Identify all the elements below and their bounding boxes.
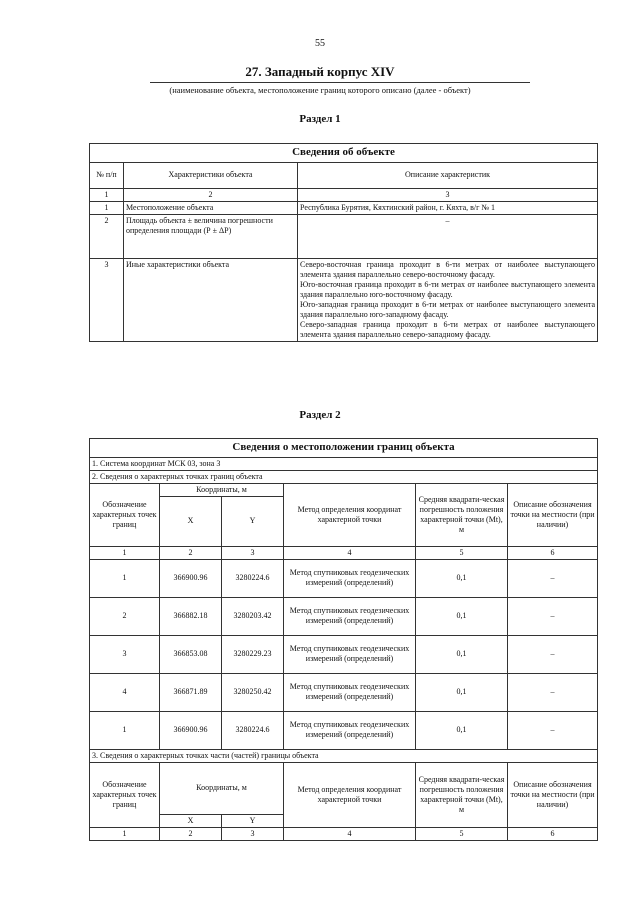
point-description: – <box>508 559 598 597</box>
desc-paragraph: Юго-восточная граница проходит в 6-ти метрах от наиболее выступающего элемента здания параллельно юго-восточному фасаду. <box>300 279 596 299</box>
point-description: – <box>508 673 598 711</box>
point-method: Метод спутниковых геодезических измерений (определений) <box>284 635 416 673</box>
point-description: – <box>508 597 598 635</box>
point-method: Метод спутниковых геодезических измерений (определений) <box>284 711 416 749</box>
header-x: X <box>160 496 222 546</box>
header-coordinates: Координаты, м <box>160 762 284 814</box>
index-cell: 3 <box>222 546 284 559</box>
index-cell: 4 <box>284 827 416 840</box>
index-cell: 2 <box>160 827 222 840</box>
header-method: Метод определения координат характерной точки <box>284 762 416 827</box>
row-num: 2 <box>90 214 124 258</box>
row-num: 1 <box>90 201 124 214</box>
object-info-table-title: Сведения об объекте <box>90 144 598 163</box>
point-number: 3 <box>90 635 160 673</box>
section2-title: Раздел 2 <box>299 409 341 421</box>
boundary-location-table <box>89 438 598 841</box>
document-title: 27. Западный корпус XIV <box>245 64 395 79</box>
page-number: 55 <box>315 38 325 49</box>
point-y: 3280224.6 <box>222 711 284 749</box>
point-y: 3280229.23 <box>222 635 284 673</box>
desc-paragraph: Северо-восточная граница проходит в 6-ти метрах от наиболее выступающего элемента здания параллельно северо-восточному фасаду. <box>300 259 596 279</box>
points-heading: 2. Сведения о характерных точках границ объекта <box>90 470 598 483</box>
point-method: Метод спутниковых геодезических измерений (определений) <box>284 559 416 597</box>
index-cell: 1 <box>90 188 124 201</box>
header-coordinates: Координаты, м <box>160 483 284 496</box>
table-row <box>90 673 598 711</box>
index-cell: 6 <box>508 827 598 840</box>
table-row <box>90 635 598 673</box>
table-row <box>90 597 598 635</box>
point-x: 366871.89 <box>160 673 222 711</box>
header-method: Метод определения координат характерной точки <box>284 483 416 546</box>
point-method: Метод спутниковых геодезических измерений (определений) <box>284 597 416 635</box>
index-cell: 3 <box>298 188 598 201</box>
row-desc: – <box>298 214 598 258</box>
header-characteristic: Характеристики объекта <box>124 162 298 188</box>
header-accuracy: Средняя квадрати-ческая погрешность положения характерной точки (Мt), м <box>416 762 508 827</box>
table-row <box>90 258 598 341</box>
header-accuracy: Средняя квадрати-ческая погрешность положения характерной точки (Мt), м <box>416 483 508 546</box>
coordinate-system: 1. Система координат МСК 03, зона 3 <box>90 457 598 470</box>
index-cell: 1 <box>90 827 160 840</box>
index-cell: 3 <box>222 827 284 840</box>
point-accuracy: 0,1 <box>416 635 508 673</box>
table-row <box>90 711 598 749</box>
index-cell: 5 <box>416 827 508 840</box>
index-cell: 1 <box>90 546 160 559</box>
point-x: 366900.96 <box>160 711 222 749</box>
document-subtitle: (наименование объекта, местоположение границ которого описано (далее - объект) <box>169 85 471 95</box>
table-row <box>90 214 598 258</box>
table-row <box>90 559 598 597</box>
row-name: Площадь объекта ± величина погрешности определения площади (Р ± ΔР) <box>124 214 298 258</box>
desc-paragraph: Юго-западная граница проходит в 6-ти метрах от наиболее выступающего элемента здания параллельно юго-западному фасаду. <box>300 299 596 319</box>
index-cell: 6 <box>508 546 598 559</box>
part-points-heading: 3. Сведения о характерных точках части (частей) границы объекта <box>90 749 598 762</box>
point-number: 1 <box>90 559 160 597</box>
row-desc <box>298 258 598 341</box>
point-x: 366900.96 <box>160 559 222 597</box>
header-y: Y <box>222 814 284 827</box>
point-accuracy: 0,1 <box>416 559 508 597</box>
point-description: – <box>508 635 598 673</box>
boundary-table-title: Сведения о местоположении границ объекта <box>90 439 598 458</box>
row-name: Иные характеристики объекта <box>124 258 298 341</box>
index-cell: 2 <box>160 546 222 559</box>
index-cell: 2 <box>124 188 298 201</box>
index-cell: 5 <box>416 546 508 559</box>
object-info-table <box>89 143 598 342</box>
point-method: Метод спутниковых геодезических измерений (определений) <box>284 673 416 711</box>
header-designation: Обозначение характерных точек границ <box>90 762 160 827</box>
point-x: 366853.08 <box>160 635 222 673</box>
row-name: Местоположение объекта <box>124 201 298 214</box>
point-accuracy: 0,1 <box>416 711 508 749</box>
section1-title: Раздел 1 <box>299 113 341 125</box>
header-description: Описание характеристик <box>298 162 598 188</box>
point-description: – <box>508 711 598 749</box>
header-num: № п/п <box>90 162 124 188</box>
point-number: 4 <box>90 673 160 711</box>
table-row <box>90 201 598 214</box>
index-cell: 4 <box>284 546 416 559</box>
point-number: 2 <box>90 597 160 635</box>
point-accuracy: 0,1 <box>416 597 508 635</box>
point-x: 366882.18 <box>160 597 222 635</box>
point-y: 3280224.6 <box>222 559 284 597</box>
row-desc: Республика Бурятия, Кяхтинский район, г. Кяхта, в/г № 1 <box>298 201 598 214</box>
title-underline <box>150 82 530 83</box>
header-x: X <box>160 814 222 827</box>
point-number: 1 <box>90 711 160 749</box>
point-y: 3280203.42 <box>222 597 284 635</box>
header-y: Y <box>222 496 284 546</box>
header-designation: Обозначение характерных точек границ <box>90 483 160 546</box>
row-num: 3 <box>90 258 124 341</box>
point-y: 3280250.42 <box>222 673 284 711</box>
header-point-description: Описание обозначения точки на местности (при наличии) <box>508 483 598 546</box>
header-point-description: Описание обозначения точки на местности (при наличии) <box>508 762 598 827</box>
desc-paragraph: Северо-западная граница проходит в 6-ти метрах от наиболее выступающего элемента здания параллельно северо-западному фасаду. <box>300 319 596 339</box>
point-accuracy: 0,1 <box>416 673 508 711</box>
